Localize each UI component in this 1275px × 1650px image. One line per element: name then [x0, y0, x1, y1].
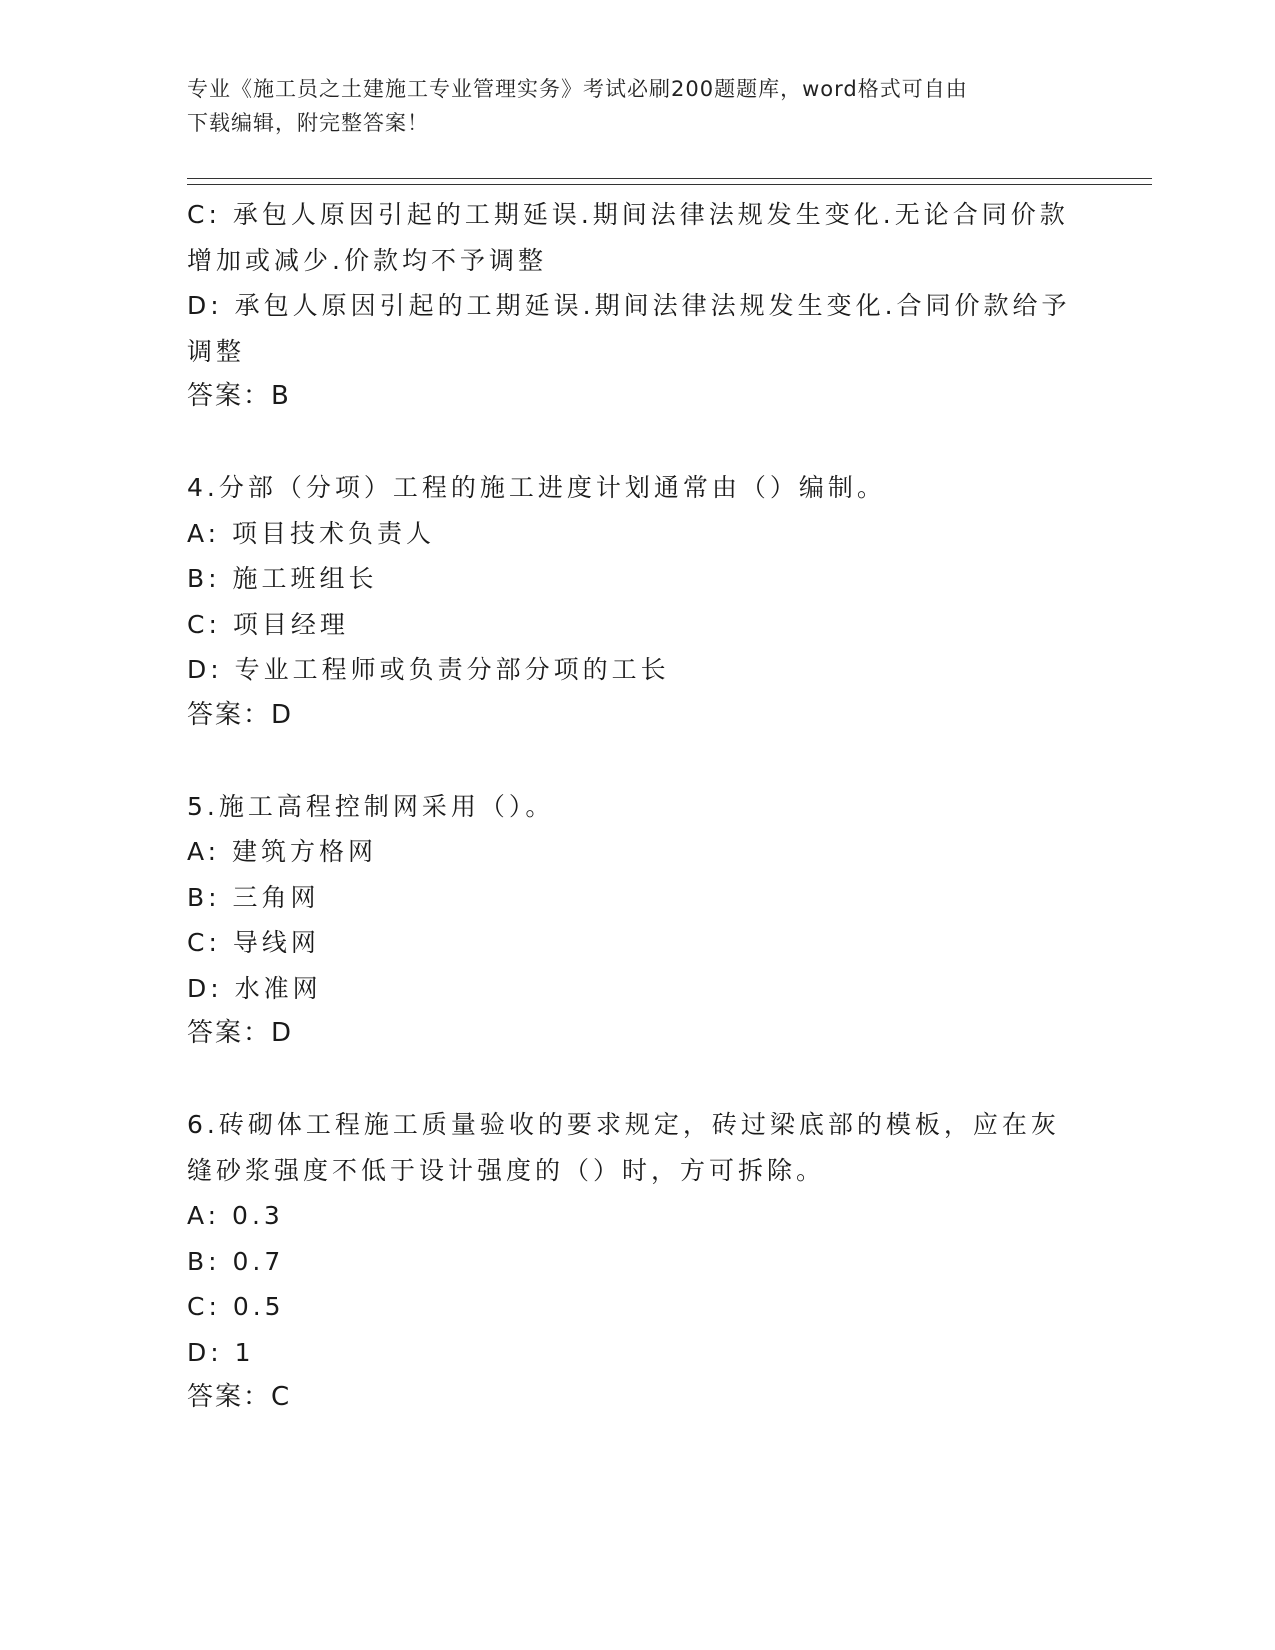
option-a: A: 项目技术负责人	[187, 518, 436, 548]
option-d: D: 1	[187, 1337, 255, 1367]
option-a: A: 0.3	[187, 1201, 284, 1230]
option-c: C: 项目经理	[187, 609, 349, 639]
question-text-continued: 缝砂浆强度不低于设计强度的（）时，方可拆除。	[187, 1155, 826, 1185]
option-b: B: 施工班组长	[187, 564, 378, 593]
option-c: C: 导线网	[187, 928, 320, 957]
question-4	[187, 465, 1087, 738]
answer: 答案：B	[187, 381, 291, 411]
header-title-line-2: 下载编辑，附完整答案！	[187, 111, 429, 135]
question-text: 5.施工高程控制网采用（）。	[187, 791, 555, 821]
question-text: 6.砖砌体工程施工质量验收的要求规定，砖过梁底部的模板，应在灰	[187, 1110, 1060, 1139]
answer: 答案：D	[187, 699, 294, 730]
page-header	[187, 72, 1067, 140]
question-text: 4.分部（分项）工程的施工进度计划通常由（）编制。	[187, 473, 886, 502]
option-c-continued: 增加或减少.价款均不予调整	[187, 245, 547, 275]
question-3-tail	[187, 192, 1087, 420]
option-b: B: 0.7	[187, 1246, 285, 1276]
option-d: D: 水准网	[187, 973, 322, 1003]
option-c: C: 0.5	[187, 1292, 285, 1321]
option-d: D: 承包人原因引起的工期延误.期间法律法规发生变化.合同价款给予	[187, 291, 1071, 320]
option-d-continued: 调整	[187, 336, 246, 366]
spacer	[187, 1057, 1087, 1103]
answer: 答案：C	[187, 1382, 292, 1412]
option-b: B: 三角网	[187, 882, 320, 912]
option-d: D: 专业工程师或负责分部分项的工长	[187, 655, 670, 684]
header-title-line-1: 专业《施工员之土建施工专业管理实务》考试必刷200题题库，word格式可自由	[187, 77, 968, 101]
header-divider	[187, 178, 1152, 185]
option-c: C: 承包人原因引起的工期延误.期间法律法规发生变化.无论合同价款	[187, 200, 1069, 229]
question-6	[187, 1102, 1087, 1421]
answer: 答案：D	[187, 1018, 294, 1048]
spacer	[187, 420, 1087, 466]
spacer	[187, 738, 1087, 784]
question-5	[187, 784, 1087, 1057]
question-list	[187, 192, 1087, 1421]
option-a: A: 建筑方格网	[187, 837, 378, 866]
